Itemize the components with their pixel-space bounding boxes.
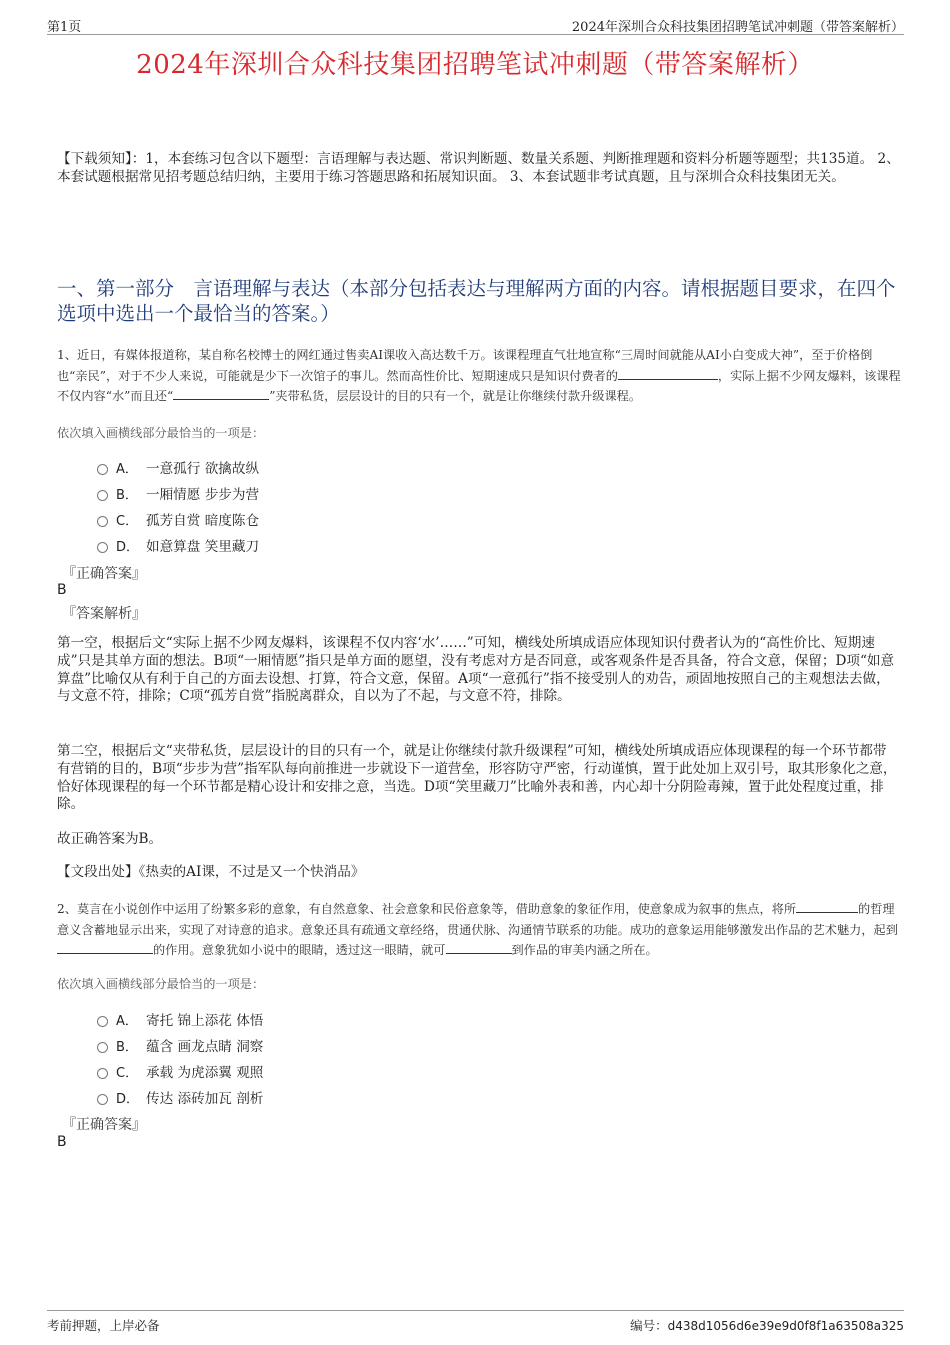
question-2-hint: 依次填入画横线部分最恰当的一项是： [57, 977, 265, 991]
blank [57, 942, 153, 954]
blank [796, 901, 858, 913]
question-2-text: 2、莫言在小说创作中运用了纷繁多彩的意象，有自然意象、社会意象和民俗意象等，借助意象的象征作用，使意象成为叙事的焦点，将所 的哲理意义含蓄地显示出来，实现了对诗意的追求。意象还具有疏通文章经络，贯通伏脉、沟通情节联系的功能。成功的意象运用能够激发出作品的艺术魅力，起到的作用。意象犹如小说中的眼睛，透过这一眼睛，就可 到作品的审美内涵之所在。 [57, 902, 898, 957]
page-footer [47, 1310, 904, 1336]
document-title: 2024年深圳合众科技集团招聘笔试冲刺题（带答案解析） [136, 50, 814, 80]
q2-option-b[interactable]: B． 蕴含 画龙点睛 洞察 [97, 1035, 263, 1055]
download-notice: 【下载须知】：1，本套练习包含以下题型：言语理解与表达题、常识判断题、数量关系题、判断推理题和资料分析题等题型；共135道。 2、本套试题根据常见招考题总结归纳，主要用于练习答题思路和拓展知识面。 3、本套试题非考试真题，且与深圳合众科技集团无关。 [57, 151, 900, 185]
footer-code: 编号：d438d1056d6e39e9d0f8f1a63508a325 [630, 1318, 904, 1333]
radio-icon[interactable] [97, 516, 108, 527]
analysis-label: 『答案解析』 [62, 606, 146, 622]
footer-slogan: 考前押题，上岸必备 [47, 1318, 160, 1333]
q1-option-a[interactable]: A． 一意孤行 欲擒故纵 [97, 457, 259, 477]
blank [173, 388, 269, 400]
blank [446, 942, 512, 954]
question-1-text: 1、近日，有媒体报道称，某自称名校博士的网红通过售卖AI课收入高达数千万。该课程理直气壮地宣称“三周时间就能从AI小白变成大神”，至于价格倒也“亲民”，对于不少人来说，可能就是少下一次馆子的事儿。然而高性价比、短期速成只是知识付费者的 ，实际上据不少网友爆料，该课程不仅内容“水”而且还“ ”夹带私货，层层设计的目的只有一个，就是让你继续付款升级课程。 [57, 348, 901, 403]
section-heading: 一、第一部分 言语理解与表达（本部分包括表达与理解两方面的内容。请根据题目要求，在四个选项中选出一个最恰当的答案。） [57, 277, 896, 325]
correct-answer-label: 『正确答案』 [62, 1117, 146, 1133]
q1-option-d[interactable]: D． 如意算盘 笑里藏刀 [97, 535, 259, 555]
q1-option-b[interactable]: B． 一厢情愿 步步为营 [97, 483, 259, 503]
header-doc-title: 2024年深圳合众科技集团招聘笔试冲刺题（带答案解析） [571, 20, 904, 35]
correct-answer: B [57, 582, 67, 598]
conclusion: 故正确答案为B。 [57, 831, 163, 847]
correct-answer: B [57, 1134, 67, 1150]
page-number: 第1页 [47, 20, 82, 35]
radio-icon[interactable] [97, 1042, 108, 1053]
q2-option-a[interactable]: A． 寄托 锦上添花 体悟 [97, 1009, 263, 1029]
radio-icon[interactable] [97, 542, 108, 553]
analysis-paragraph-2: 第二空，根据后文“夹带私货，层层设计的目的只有一个，就是让你继续付款升级课程”可知，横线处所填成语应体现课程的每一个环节都带有营销的目的，B项“步步为营”指军队每向前推进一步就设下一道营垒，形容防守严密，行动谨慎，置于此处加上双引号，取其形象化之意，恰好体现课程的每一个环节都是精心设计和安排之意，当选。D项“笑里藏刀”比喻外表和善，内心却十分阴险毒辣，置于此处程度过重，排除。 [57, 743, 897, 813]
correct-answer-label: 『正确答案』 [62, 566, 146, 582]
radio-icon[interactable] [97, 1016, 108, 1027]
q2-option-c[interactable]: C． 承载 为虎添翼 观照 [97, 1061, 263, 1081]
blank [618, 368, 718, 380]
radio-icon[interactable] [97, 1068, 108, 1079]
radio-icon[interactable] [97, 490, 108, 501]
q1-option-c[interactable]: C． 孤芳自赏 暗度陈仓 [97, 509, 259, 529]
radio-icon[interactable] [97, 464, 108, 475]
source: 【文段出处】《热卖的AI课，不过是又一个快消品》 [57, 864, 365, 880]
analysis-paragraph-1: 第一空，根据后文“实际上据不少网友爆料，该课程不仅内容‘水’……”可知，横线处所填成语应体现知识付费者认为的“高性价比、短期速成”只是其单方面的想法。B项“一厢情愿”指只是单方面的愿望，没有考虑对方是否同意，或客观条件是否具备，符合文意，保留；D项“如意算盘”比喻仅从有利于自己的方面去设想、打算，符合文意，保留。A项“一意孤行”指不接受别人的劝告，顽固地按照自己的主观想法去做，与文意不符，排除；C项“孤芳自赏”指脱离群众，自以为了不起，与文意不符，排除。 [57, 635, 895, 705]
q2-option-d[interactable]: D． 传达 添砖加瓦 剖析 [97, 1087, 263, 1107]
page-header [47, 14, 904, 35]
radio-icon[interactable] [97, 1094, 108, 1105]
question-1-hint: 依次填入画横线部分最恰当的一项是： [57, 426, 265, 440]
